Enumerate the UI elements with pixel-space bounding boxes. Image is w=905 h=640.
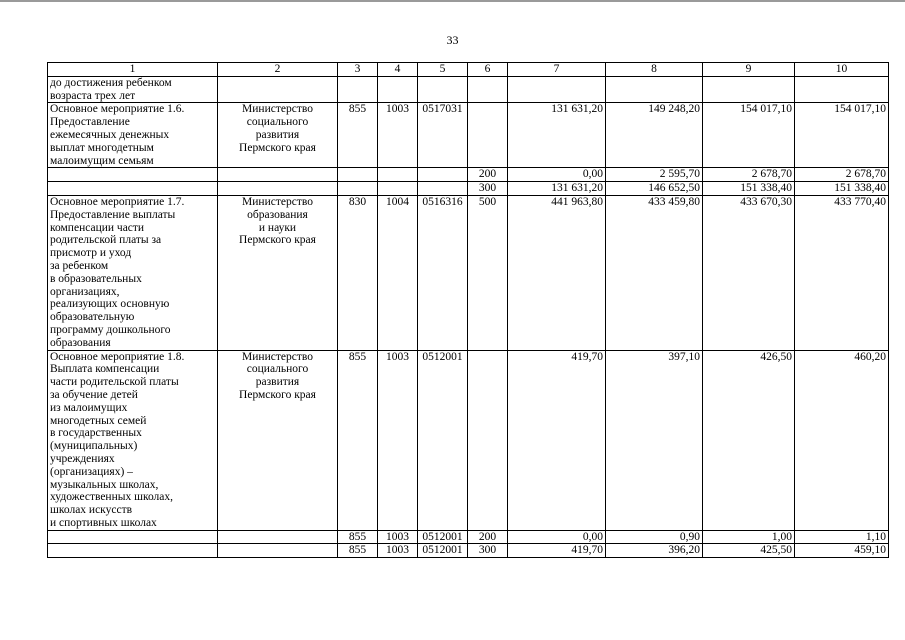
page-number: 33 bbox=[446, 33, 459, 47]
amount-cell: 151 338,40 bbox=[703, 182, 795, 196]
table-row bbox=[48, 530, 889, 544]
amount-cell: 419,70 bbox=[508, 544, 606, 558]
table-row bbox=[48, 544, 889, 558]
target-code-cell: 0512001 bbox=[418, 544, 468, 558]
admin-code-cell: 830 bbox=[338, 195, 378, 350]
amount-cell bbox=[508, 76, 606, 103]
org-cell: Министерство социального развития Пермского края bbox=[218, 350, 338, 530]
column-number-row bbox=[48, 63, 889, 77]
table-row bbox=[48, 182, 889, 196]
target-code-cell bbox=[418, 182, 468, 196]
amount-cell bbox=[606, 76, 703, 103]
column-number: 5 bbox=[418, 63, 468, 77]
org-cell: Министерство образования и науки Пермского края bbox=[218, 195, 338, 350]
amount-cell: 419,70 bbox=[508, 350, 606, 530]
column-number: 4 bbox=[378, 63, 418, 77]
amount-cell: 459,10 bbox=[795, 544, 889, 558]
org-cell bbox=[218, 544, 338, 558]
scan-top-edge bbox=[0, 0, 905, 2]
expense-type-cell: 500 bbox=[468, 195, 508, 350]
column-number: 6 bbox=[468, 63, 508, 77]
amount-cell: 0,00 bbox=[508, 530, 606, 544]
column-number: 3 bbox=[338, 63, 378, 77]
column-number: 2 bbox=[218, 63, 338, 77]
admin-code-cell bbox=[338, 168, 378, 182]
admin-code-cell: 855 bbox=[338, 350, 378, 530]
measure-cell: до достижения ребенком возраста трех лет bbox=[48, 76, 218, 103]
amount-cell: 0,90 bbox=[606, 530, 703, 544]
target-code-cell: 0512001 bbox=[418, 530, 468, 544]
amount-cell: 151 338,40 bbox=[795, 182, 889, 196]
measure-cell bbox=[48, 530, 218, 544]
section-code-cell: 1004 bbox=[378, 195, 418, 350]
measure-cell bbox=[48, 168, 218, 182]
table-row bbox=[48, 168, 889, 182]
target-code-cell: 0512001 bbox=[418, 350, 468, 530]
column-number: 8 bbox=[606, 63, 703, 77]
amount-cell: 433 770,40 bbox=[795, 195, 889, 350]
expense-type-cell bbox=[468, 350, 508, 530]
amount-cell: 397,10 bbox=[606, 350, 703, 530]
amount-cell: 426,50 bbox=[703, 350, 795, 530]
amount-cell: 433 670,30 bbox=[703, 195, 795, 350]
amount-cell: 154 017,10 bbox=[703, 103, 795, 168]
column-number: 10 bbox=[795, 63, 889, 77]
org-cell bbox=[218, 530, 338, 544]
amount-cell: 425,50 bbox=[703, 544, 795, 558]
amount-cell: 433 459,80 bbox=[606, 195, 703, 350]
table-row bbox=[48, 350, 889, 530]
section-code-cell: 1003 bbox=[378, 544, 418, 558]
expense-type-cell: 300 bbox=[468, 182, 508, 196]
section-code-cell bbox=[378, 182, 418, 196]
column-number: 9 bbox=[703, 63, 795, 77]
org-cell bbox=[218, 76, 338, 103]
amount-cell: 0,00 bbox=[508, 168, 606, 182]
admin-code-cell: 855 bbox=[338, 530, 378, 544]
expense-type-cell: 200 bbox=[468, 168, 508, 182]
amount-cell: 2 595,70 bbox=[606, 168, 703, 182]
expense-type-cell: 300 bbox=[468, 544, 508, 558]
org-cell bbox=[218, 182, 338, 196]
column-number: 7 bbox=[508, 63, 606, 77]
section-code-cell: 1003 bbox=[378, 103, 418, 168]
admin-code-cell bbox=[338, 76, 378, 103]
measure-cell: Основное мероприятие 1.7. Предоставление выплаты компенсации части родительской платы за присмотр и уход за ребенком в образовательных организациях, реализующих основную образовательную программу дошкольного образования bbox=[48, 195, 218, 350]
amount-cell: 460,20 bbox=[795, 350, 889, 530]
section-code-cell bbox=[378, 168, 418, 182]
amount-cell: 2 678,70 bbox=[795, 168, 889, 182]
column-number: 1 bbox=[48, 63, 218, 77]
measure-cell bbox=[48, 182, 218, 196]
measure-cell bbox=[48, 544, 218, 558]
amount-cell: 131 631,20 bbox=[508, 103, 606, 168]
section-code-cell: 1003 bbox=[378, 350, 418, 530]
amount-cell: 149 248,20 bbox=[606, 103, 703, 168]
table-row bbox=[48, 76, 889, 103]
measure-cell: Основное мероприятие 1.6. Предоставление ежемесячных денежных выплат многодетным малоимущим семьям bbox=[48, 103, 218, 168]
amount-cell: 131 631,20 bbox=[508, 182, 606, 196]
budget-table bbox=[47, 62, 889, 558]
amount-cell: 441 963,80 bbox=[508, 195, 606, 350]
amount-cell: 154 017,10 bbox=[795, 103, 889, 168]
target-code-cell bbox=[418, 168, 468, 182]
admin-code-cell: 855 bbox=[338, 544, 378, 558]
section-code-cell bbox=[378, 76, 418, 103]
target-code-cell: 0516316 bbox=[418, 195, 468, 350]
expense-type-cell: 200 bbox=[468, 530, 508, 544]
section-code-cell: 1003 bbox=[378, 530, 418, 544]
amount-cell: 1,00 bbox=[703, 530, 795, 544]
table-row bbox=[48, 195, 889, 350]
amount-cell: 2 678,70 bbox=[703, 168, 795, 182]
admin-code-cell bbox=[338, 182, 378, 196]
expense-type-cell bbox=[468, 103, 508, 168]
amount-cell bbox=[703, 76, 795, 103]
amount-cell bbox=[795, 76, 889, 103]
amount-cell: 1,10 bbox=[795, 530, 889, 544]
amount-cell: 396,20 bbox=[606, 544, 703, 558]
expense-type-cell bbox=[468, 76, 508, 103]
org-cell bbox=[218, 168, 338, 182]
target-code-cell bbox=[418, 76, 468, 103]
table-row bbox=[48, 103, 889, 168]
target-code-cell: 0517031 bbox=[418, 103, 468, 168]
admin-code-cell: 855 bbox=[338, 103, 378, 168]
measure-cell: Основное мероприятие 1.8. Выплата компенсации части родительской платы за обучение детей из малоимущих многодетных семей в государственных (муниципальных) учреждениях (организациях) – музыкальных школах, художественных школах, школах искусств и спортивных школах bbox=[48, 350, 218, 530]
org-cell: Министерство социального развития Пермского края bbox=[218, 103, 338, 168]
amount-cell: 146 652,50 bbox=[606, 182, 703, 196]
